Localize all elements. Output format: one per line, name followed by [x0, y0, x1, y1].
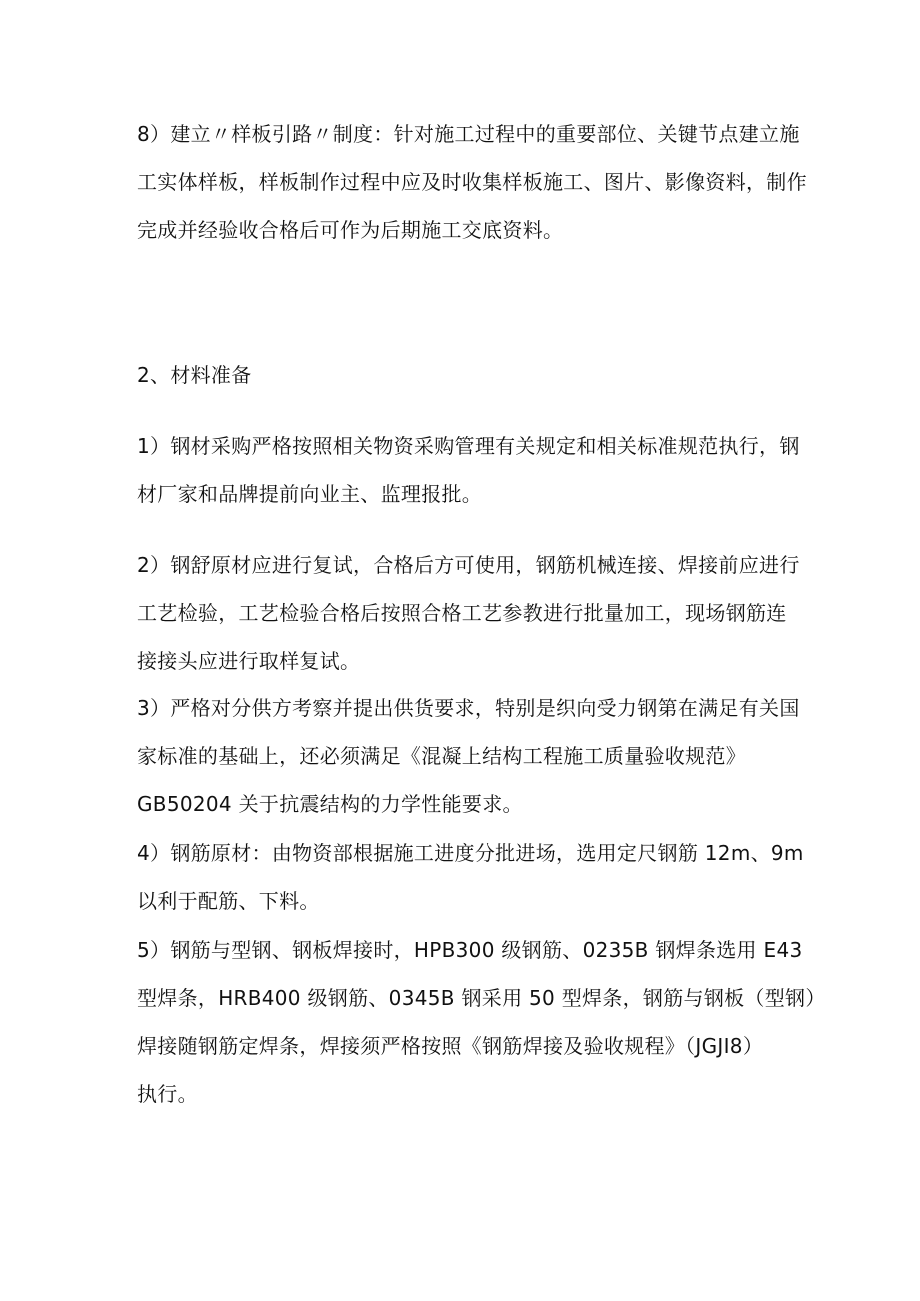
text-line: 工艺检验，工艺检验合格后按照合格工艺参教进行批量加工，现场钢筋连	[137, 601, 787, 625]
paragraph-item-3	[137, 684, 800, 828]
paragraph-item-1	[137, 422, 800, 518]
text-line: 家标准的基础上，还必须满足《混凝上结构工程施工质量验收规范》	[137, 744, 746, 768]
text-line: 型焊条，HRB400 级钢筋、0345B 钢采用 50 型焊条，钢筋与钢板（型钢）	[137, 986, 826, 1010]
text-line: 4）钢筋原材：由物资部根据施工进度分批进场，选用定尺钢筋 12m、9m	[137, 841, 804, 865]
text-line: 接接头应进行取样复试。	[137, 649, 361, 673]
text-line: 2、材料准备	[137, 363, 252, 387]
text-line: 3）严格对分供方考察并提出供货要求，特别是织向受力钢第在满足有关国	[137, 696, 800, 720]
text-line: 焊接随钢筋定焊条，焊接须严格按照《钢筋焊接及验收规程》（JGJI8）	[137, 1034, 764, 1058]
section-heading-materials	[137, 351, 792, 399]
text-line: 执行。	[137, 1082, 198, 1106]
text-line: 5）钢筋与型钢、钢板焊接时，HPB300 级钢筋、0235B 钢焊条选用 E43	[137, 938, 803, 962]
text-line: 完成并经验收合格后可作为后期施工交底资料。	[137, 218, 564, 242]
text-line: 8）建立〃样板引路〃制度：针对施工过程中的重要部位、关键节点建立施	[137, 122, 800, 146]
paragraph-item-5	[137, 926, 826, 1118]
paragraph-item-2	[137, 541, 800, 685]
text-line: 材厂家和品牌提前向业主、监理报批。	[137, 482, 483, 506]
text-line: 工实体样板，样板制作过程中应及时收集样板施工、图片、影像资料，制作	[137, 170, 807, 194]
paragraph-item-4	[137, 829, 804, 925]
text-line: GB50204 关于抗震结构的力学性能要求。	[137, 792, 523, 816]
paragraph-item-8	[137, 110, 807, 254]
text-line: 1）钢材采购严格按照相关物资采购管理有关规定和相关标准规范执行，钢	[137, 434, 800, 458]
text-line: 以利于配筋、下料。	[137, 889, 320, 913]
text-line: 2）钢舒原材应进行复试，合格后方可使用，钢筋机械连接、焊接前应进行	[137, 553, 800, 577]
